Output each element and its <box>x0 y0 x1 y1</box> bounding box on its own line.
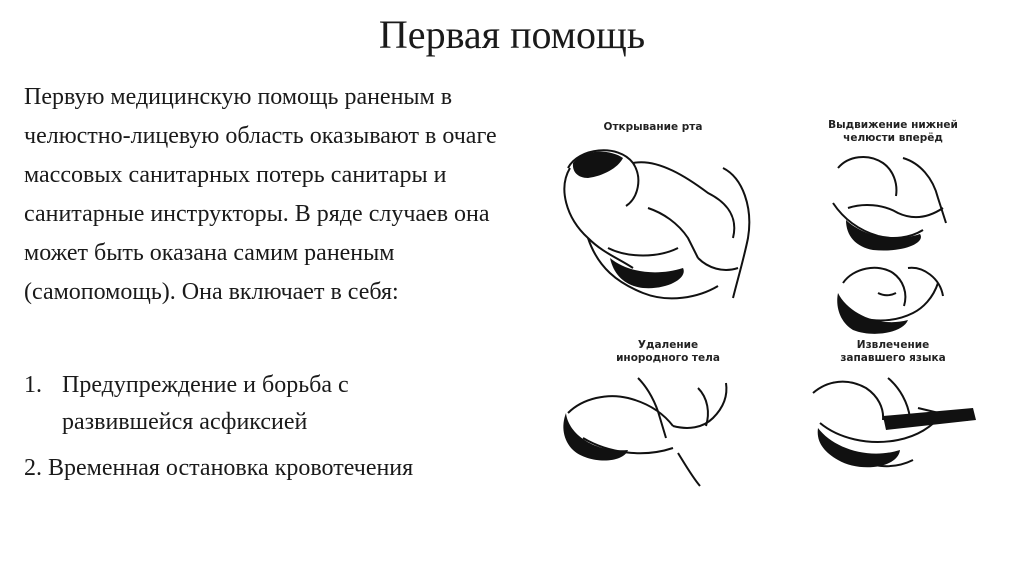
caption-mouth-opening: Открывание рта <box>603 121 703 133</box>
caption-foreign-body-line1: Удаление <box>637 339 699 351</box>
list-item-number: 1. <box>24 372 42 398</box>
panel-jaw-thrust <box>828 119 958 251</box>
caption-foreign-body-line2: инородного тела <box>616 352 720 364</box>
slide-title: Первая помощь <box>378 12 646 57</box>
hair-shading <box>818 428 900 467</box>
panel-tongue-extraction <box>813 339 976 467</box>
hair-shading <box>563 413 628 461</box>
intro-block <box>24 78 544 312</box>
panel-foreign-body <box>563 339 726 486</box>
hair-shading <box>610 258 684 288</box>
caption-tongue-line2: запавшего языка <box>840 352 946 364</box>
panel-mouth-opening <box>564 121 749 298</box>
list-item <box>24 367 444 441</box>
intro-paragraph: Первую медицинскую помощь раненым в челюстно-лицевую область оказывают в очаге массовых санитарных потерь санитары и санитарные инструкторы. В ряде случаев она может быть оказана самим раненым (самопомощь). Она включает в себя: <box>24 84 497 305</box>
foreign-body-drawing <box>568 378 726 486</box>
list-item <box>24 450 544 487</box>
caption-jaw-thrust-line1: Выдвижение нижней <box>828 119 958 131</box>
list-item-text: Временная остановка кровотечения <box>48 455 414 481</box>
list-item-number: 2. <box>24 455 42 481</box>
panel-jaw-thrust-side <box>837 268 943 334</box>
caption-jaw-thrust-line2: челюсти вперёд <box>843 132 943 144</box>
list-item-text: Предупреждение и борьба с развившейся асфиксией <box>62 372 349 435</box>
first-aid-illustration <box>548 108 988 488</box>
jaw-thrust-side-drawing <box>843 268 943 321</box>
caption-tongue-line1: Извлечение <box>856 339 930 351</box>
hair-shading <box>837 293 908 334</box>
